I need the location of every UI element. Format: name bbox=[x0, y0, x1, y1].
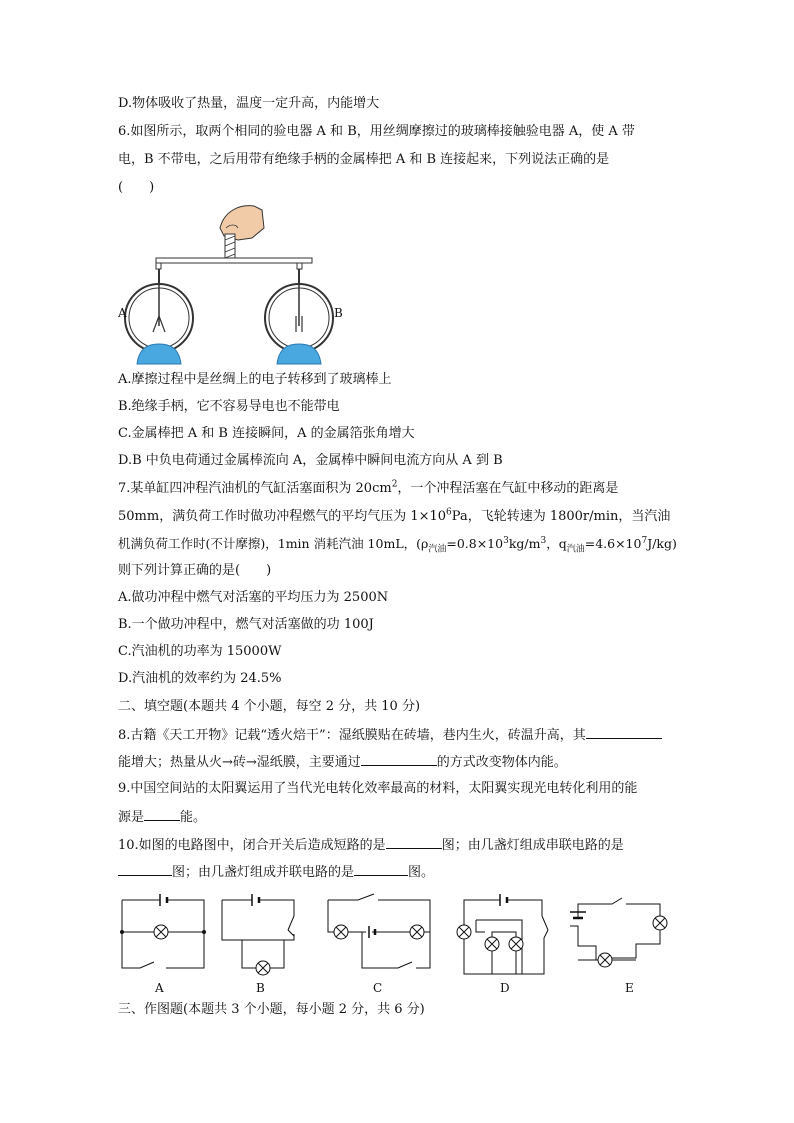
q6-option-b: B.绝缘手柄，它不容易导电也不能带电 bbox=[118, 399, 340, 414]
q8-blank-1[interactable] bbox=[586, 725, 662, 739]
circuit-b bbox=[222, 894, 294, 975]
circuit-a bbox=[121, 894, 206, 968]
q9-line1: 9.中国空间站的太阳翼运用了当代光电转化效率最高的材料，太阳翼实现光电转化利用的能 bbox=[118, 781, 638, 796]
electroscope-label-b: B bbox=[334, 306, 343, 320]
q7-stem-line1: 7.某单缸四冲程汽油机的气缸活塞面积为 $20cm^2$，一个冲程活塞在气缸中移动的距离是 bbox=[118, 479, 619, 496]
q8-blank-2[interactable] bbox=[361, 752, 437, 766]
circuit-label-a: A bbox=[155, 981, 164, 995]
electroscope-b bbox=[265, 263, 333, 364]
q10-blank-1[interactable] bbox=[386, 835, 442, 849]
q6-option-c: C.金属棒把 A 和 B 连接瞬间，A 的金属箔张角增大 bbox=[118, 426, 415, 441]
circuit-label-c: C bbox=[373, 981, 383, 995]
q10-line1: 10.如图的电路图中，闭合开关后造成短路的是 图；由几盏灯组成串联电路的是 bbox=[118, 835, 624, 855]
q7-option-b: B.一个做功冲程中，燃气对活塞做的功 100J bbox=[118, 617, 374, 632]
q6-stem-line2: 电，B 不带电，之后用带有绝缘手柄的金属棒把 A 和 B 连接起来，下列说法正确的是 bbox=[118, 152, 610, 167]
q7-stem-line2: 50mm，满负荷工作时做功冲程燃气的平均气压为 $1\times 10^6Pa$，飞轮转速为 1800r/min，当汽油 bbox=[118, 507, 671, 524]
q5-option-d: D.物体吸收了热量，温度一定升高，内能增大 bbox=[118, 96, 380, 111]
q9-blank-1[interactable] bbox=[144, 807, 180, 821]
q10-line2: 图；由几盏灯组成并联电路的是 图。 bbox=[118, 862, 434, 882]
electroscope-a bbox=[125, 263, 193, 364]
section-2-heading: 二、填空题(本题共 4 个小题，每空 2 分，共 10 分) bbox=[118, 699, 421, 714]
circuit-c bbox=[328, 894, 430, 968]
q6-option-d: D.B 中负电荷通过金属棒流向 A，金属棒中瞬间电流方向从 A 到 B bbox=[118, 453, 503, 468]
q7-option-d: D.汽油机的效率约为 24.5% bbox=[118, 671, 282, 686]
circuit-diagrams bbox=[112, 890, 682, 990]
q8-line1: 8.古籍《天工开物》记载“透火焙干”：湿纸膜贴在砖墙，巷内生火，砖温升高，其 bbox=[118, 725, 662, 745]
q6-stem-line3: ( ) bbox=[118, 180, 155, 195]
circuit-d bbox=[457, 894, 548, 974]
electroscope-figure bbox=[112, 198, 352, 366]
circuit-label-b: B bbox=[256, 981, 265, 995]
q7-option-c: C.汽油机的功率为 15000W bbox=[118, 644, 282, 659]
q6-option-a: A.摩擦过程中是丝绸上的电子转移到了玻璃棒上 bbox=[118, 372, 392, 387]
q9-line2: 源是 能。 bbox=[118, 807, 206, 827]
q10-blank-3[interactable] bbox=[354, 862, 408, 876]
metal-rod bbox=[156, 258, 312, 263]
q10-blank-2[interactable] bbox=[118, 862, 172, 876]
q6-stem-line1: 6.如图所示，取两个相同的验电器 A 和 B，用丝绸摩擦过的玻璃棒接触验电器 A，使 A 带 bbox=[118, 124, 635, 139]
q7-stem-line4: 则下列计算正确的是( ) bbox=[118, 563, 272, 578]
circuit-label-e: E bbox=[625, 981, 634, 995]
electroscope-label-a: A bbox=[118, 306, 127, 320]
q8-line2: 能增大；热量从火→砖→湿纸膜，主要通过 的方式改变物体内能。 bbox=[118, 752, 567, 772]
circuit-label-d: D bbox=[500, 981, 510, 995]
circuit-e bbox=[570, 898, 667, 967]
section-3-heading: 三、作图题(本题共 3 个小题，每小题 2 分，共 6 分) bbox=[118, 1002, 425, 1017]
q7-option-a: A.做功冲程中燃气对活塞的平均压力为 2500N bbox=[118, 590, 389, 605]
q7-stem-line3: 机满负荷工作时(不计摩擦)，1min 消耗汽油 10mL，($\rho_{汽油}=0.8\times 10^3kg/m^3$，$q_{汽油}=4.6\times 10^7J/kg$) bbox=[118, 535, 677, 555]
